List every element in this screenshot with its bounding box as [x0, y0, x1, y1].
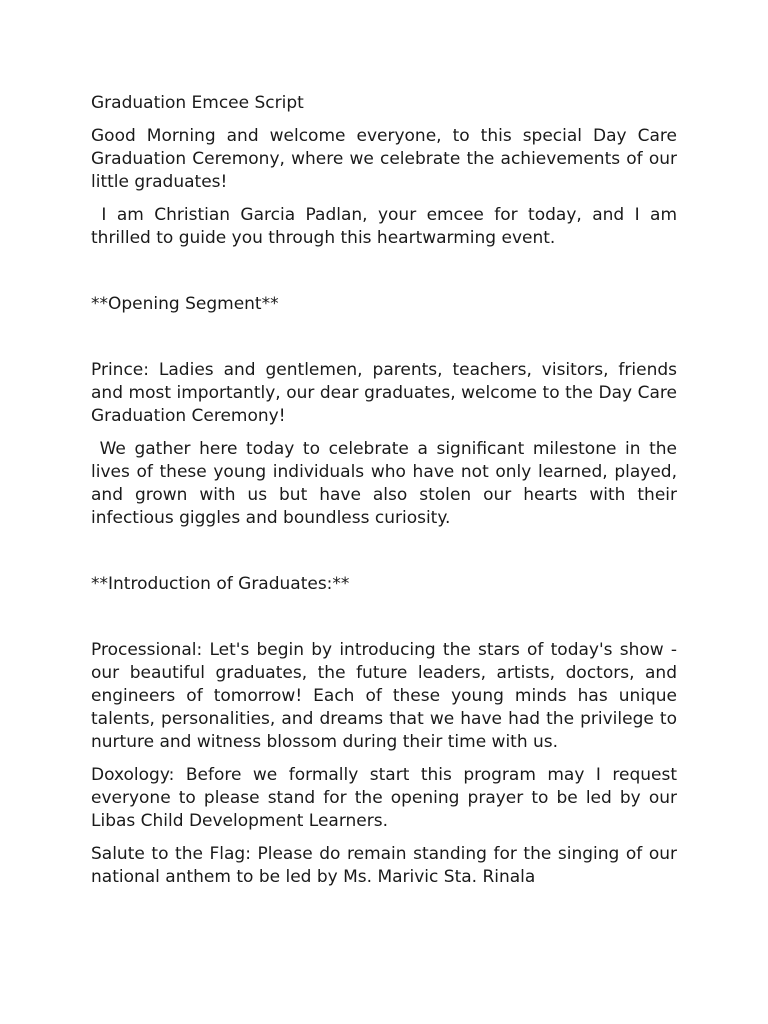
- emcee-intro-paragraph: I am Christian Garcia Padlan, your emcee for today, and I am thrilled to guide you through this heartwarming event.: [91, 205, 683, 248]
- prince-paragraph: Prince: Ladies and gentlemen, parents, teachers, visitors, friends and most importantly, our dear graduates, welcome to the Day Care Graduation Ceremony!: [91, 360, 683, 426]
- gather-paragraph: We gather here today to celebrate a significant milestone in the lives of these young individuals who have not only learned, played, and grown with us but have also stolen our hearts with their infectious giggles and boundless curiosity.: [91, 439, 683, 528]
- processional-paragraph: Processional: Let's begin by introducing the stars of today's show - our beautiful graduates, the future leaders, artists, doctors, and engineers of tomorrow! Each of these young minds has unique talents, personalities, and dreams that we have had the privilege to nurture and witness blossom during their time with us.: [91, 640, 683, 752]
- graduates-heading: **Introduction of Graduates:**: [91, 574, 350, 594]
- welcome-paragraph: Good Morning and welcome everyone, to this special Day Care Graduation Ceremony, where we celebrate the achievements of our little graduates!: [91, 126, 683, 192]
- document-page: [91, 92, 683, 889]
- document-title: Graduation Emcee Script: [91, 93, 304, 113]
- doxology-paragraph: Doxology: Before we formally start this program may I request everyone to please stand for the opening prayer to be led by our Libas Child Development Learners.: [91, 765, 683, 831]
- salute-paragraph: Salute to the Flag: Please do remain standing for the singing of our national anthem to be led by Ms. Marivic Sta. Rinala: [91, 844, 683, 887]
- opening-segment-heading: **Opening Segment**: [91, 294, 279, 314]
